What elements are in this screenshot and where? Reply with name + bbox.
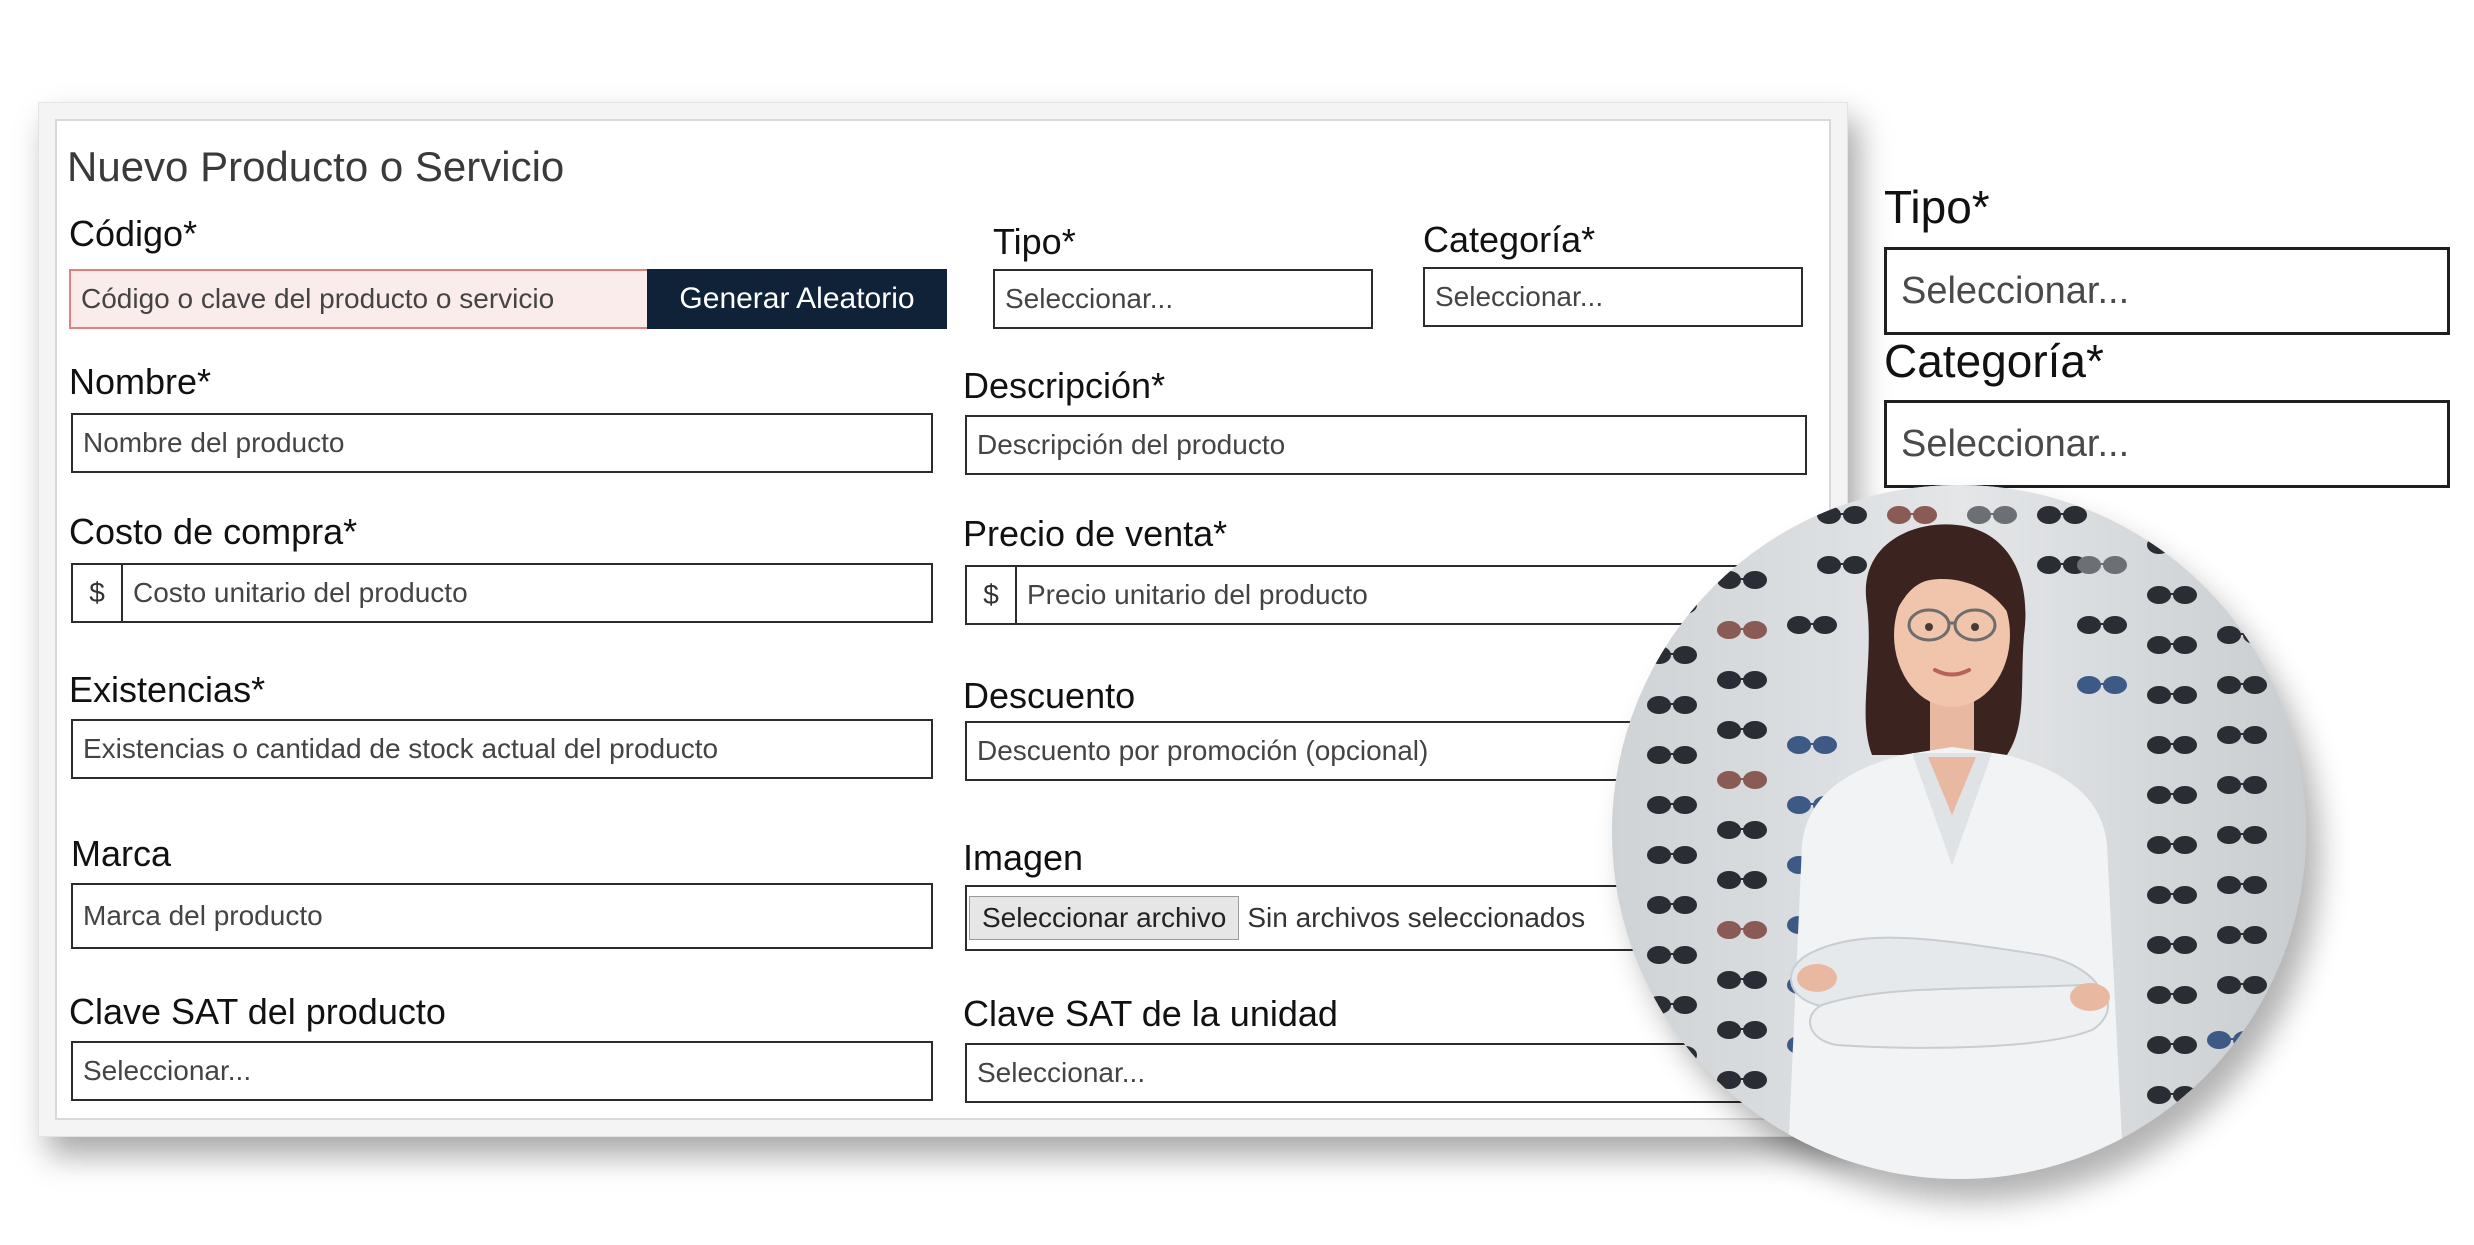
costo-input[interactable] bbox=[71, 563, 933, 623]
descuento-placeholder: Descuento por promoción (opcional) bbox=[977, 735, 1429, 766]
callout-tipo-value: Seleccionar... bbox=[1901, 269, 2130, 312]
marca-placeholder: Marca del producto bbox=[83, 900, 323, 931]
codigo-input[interactable] bbox=[69, 269, 649, 329]
costo-placeholder: Costo unitario del producto bbox=[133, 577, 468, 608]
clave-sat-unidad-select[interactable] bbox=[965, 1043, 1807, 1103]
descuento-label: Descuento bbox=[963, 675, 1136, 716]
callout-categoria-label: Categoría* bbox=[1884, 335, 2104, 387]
precio-placeholder: Precio unitario del producto bbox=[1027, 579, 1368, 610]
precio-label: Precio de venta* bbox=[963, 513, 1228, 554]
categoria-select-value: Seleccionar... bbox=[1435, 281, 1604, 312]
precio-currency-prefix: $ bbox=[967, 567, 1017, 623]
tipo-label: Tipo* bbox=[993, 221, 1076, 262]
existencias-label: Existencias* bbox=[69, 669, 266, 710]
generate-random-button[interactable]: Generar Aleatorio bbox=[647, 269, 947, 329]
codigo-placeholder: Código o clave del producto o servicio bbox=[81, 283, 555, 314]
callout-tipo-label: Tipo* bbox=[1884, 181, 1990, 233]
descripcion-placeholder: Descripción del producto bbox=[977, 429, 1286, 460]
marca-input[interactable] bbox=[71, 883, 933, 949]
optometrist-photo bbox=[1612, 485, 2306, 1179]
nombre-label: Nombre* bbox=[69, 361, 212, 402]
clave-sat-unidad-value: Seleccionar... bbox=[977, 1057, 1146, 1088]
product-form bbox=[55, 119, 1831, 1120]
existencias-placeholder: Existencias o cantidad de stock actual del producto bbox=[83, 733, 719, 764]
categoria-label: Categoría* bbox=[1423, 219, 1596, 260]
file-status-text: Sin archivos seleccionados bbox=[1247, 902, 1586, 933]
precio-input[interactable] bbox=[965, 565, 1807, 625]
clave-sat-unidad-label: Clave SAT de la unidad bbox=[963, 993, 1338, 1034]
costo-label: Costo de compra* bbox=[69, 511, 358, 552]
nombre-input[interactable] bbox=[71, 413, 933, 473]
tipo-select-value: Seleccionar... bbox=[1005, 283, 1174, 314]
select-file-button[interactable]: Seleccionar archivo bbox=[969, 896, 1239, 940]
categoria-select[interactable] bbox=[1423, 267, 1803, 327]
form-title: Nuevo Producto o Servicio bbox=[67, 143, 565, 190]
existencias-input[interactable] bbox=[71, 719, 933, 779]
optometrist-illustration bbox=[1612, 485, 2306, 1179]
callout-categoria-select[interactable] bbox=[1884, 400, 2450, 488]
clave-sat-producto-label: Clave SAT del producto bbox=[69, 991, 446, 1032]
callout-tipo-select[interactable] bbox=[1884, 247, 2450, 335]
callout-categoria-value: Seleccionar... bbox=[1901, 422, 2130, 465]
product-form-card bbox=[38, 102, 1848, 1137]
nombre-placeholder: Nombre del producto bbox=[83, 427, 345, 458]
imagen-label: Imagen bbox=[963, 837, 1084, 878]
tipo-select[interactable] bbox=[993, 269, 1373, 329]
descripcion-input[interactable] bbox=[965, 415, 1807, 475]
marca-label: Marca bbox=[71, 833, 172, 874]
codigo-label: Código* bbox=[69, 213, 198, 254]
costo-currency-prefix: $ bbox=[73, 565, 123, 621]
clave-sat-producto-value: Seleccionar... bbox=[83, 1055, 252, 1086]
clave-sat-producto-select[interactable] bbox=[71, 1041, 933, 1101]
descripcion-label: Descripción* bbox=[963, 365, 1166, 406]
